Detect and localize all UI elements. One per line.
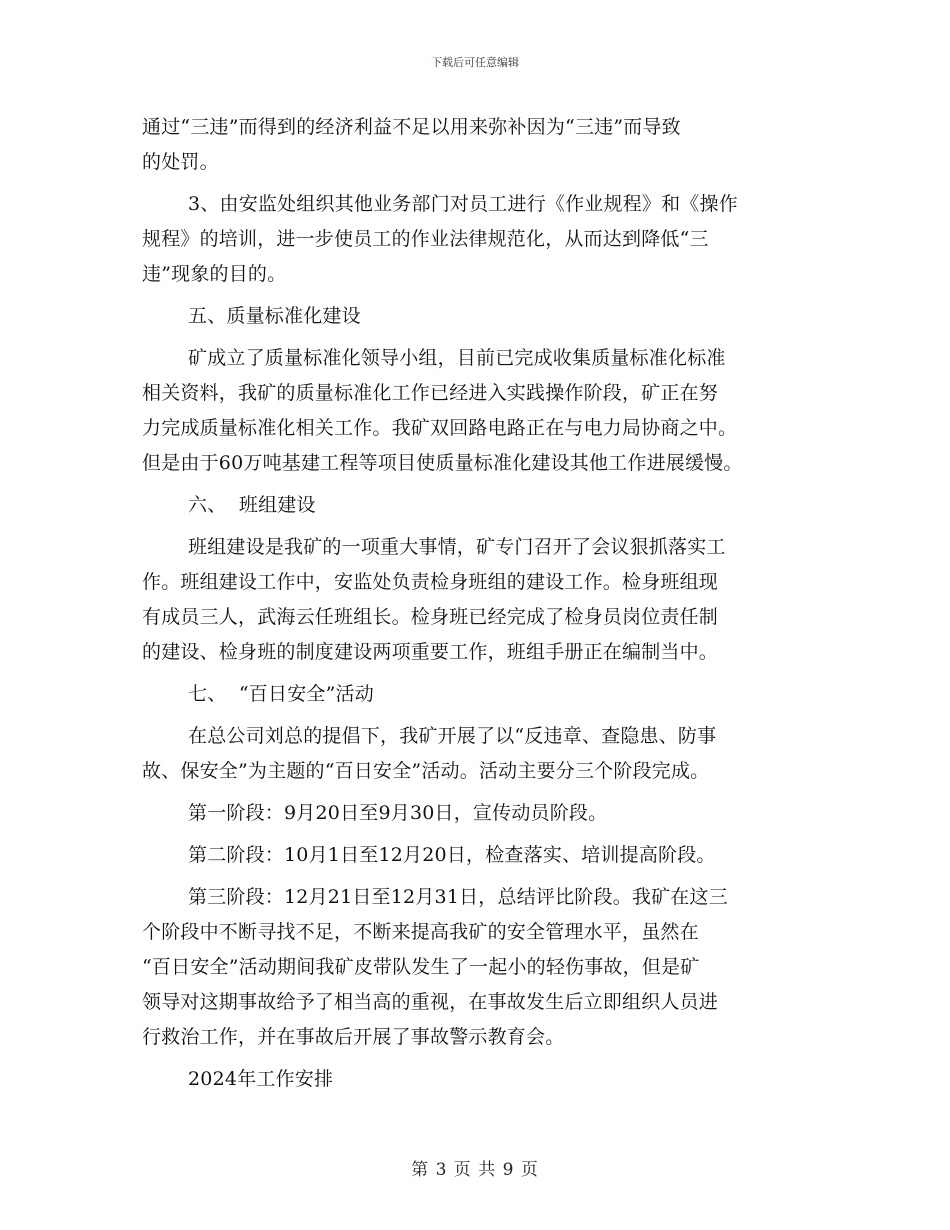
section-heading: 七、 “百日安全”活动 bbox=[188, 683, 374, 705]
page-footer: 第 3 页 共 9 页 bbox=[411, 1160, 539, 1180]
text-line: 的处罚。 bbox=[142, 151, 219, 173]
page-header: 下载后可任意编辑 bbox=[431, 56, 519, 69]
section-heading: 六、 班组建设 bbox=[188, 494, 316, 516]
section-heading: 五、质量标准化建设 bbox=[188, 305, 361, 327]
document-body bbox=[142, 110, 822, 1097]
text-line: 班组建设是我矿的一项重大事情，矿专门召开了会议狠抓落实工 bbox=[188, 536, 726, 558]
text-line: 作。班组建设工作中，安监处负责检身班组的建设工作。检身班组现 bbox=[142, 571, 719, 593]
text-line: 第三阶段：12月21日至12月31日，总结评比阶段。我矿在这三 bbox=[188, 886, 728, 908]
text-line: 但是由于60万吨基建工程等项目使质量标准化建设其他工作进展缓慢。 bbox=[142, 452, 743, 474]
text-line: 个阶段中不断寻找不足，不断来提高我矿的安全管理水平，虽然在 bbox=[142, 921, 699, 943]
text-line: 违”现象的目的。 bbox=[142, 263, 287, 285]
text-line: 相关资料，我矿的质量标准化工作已经进入实践操作阶段，矿正在努 bbox=[142, 382, 719, 404]
text-line: 有成员三人，武海云任班组长。检身班已经完成了检身员岗位责任制 bbox=[142, 606, 719, 628]
text-line: 通过“三违”而得到的经济利益不足以用来弥补因为“三违”而导致 bbox=[142, 116, 681, 138]
text-line: 行救治工作，并在事故后开展了事故警示教育会。 bbox=[142, 1026, 565, 1048]
text-line: 矿成立了质量标准化领导小组，目前已完成收集质量标准化标准 bbox=[188, 347, 726, 369]
text-line: 第二阶段：10月1日至12月20日，检查落实、培训提高阶段。 bbox=[188, 844, 716, 866]
text-line: 领导对这期事故给予了相当高的重视，在事故发生后立即组织人员进 bbox=[142, 991, 719, 1013]
text-line: 力完成质量标准化相关工作。我矿双回路电路正在与电力局协商之中。 bbox=[142, 417, 738, 439]
text-line: 3、由安监处组织其他业务部门对员工进行《作业规程》和《操作 bbox=[188, 193, 738, 215]
text-line: 故、保安全”为主题的“百日安全”活动。活动主要分三个阶段完成。 bbox=[142, 760, 710, 782]
text-line: 第一阶段：9月20日至9月30日，宣传动员阶段。 bbox=[188, 802, 608, 824]
text-line: 的建设、检身班的制度建设两项重要工作，班组手册正在编制当中。 bbox=[142, 641, 719, 663]
text-line: “百日安全”活动期间我矿皮带队发生了一起小的轻伤事故，但是矿 bbox=[142, 956, 700, 978]
section-heading: 2024年工作安排 bbox=[188, 1068, 334, 1090]
text-line: 规程》的培训，进一步使员工的作业法律规范化，从而达到降低“三 bbox=[142, 228, 709, 250]
text-line: 在总公司刘总的提倡下，我矿开展了以“反违章、查隐患、防事 bbox=[188, 725, 717, 747]
